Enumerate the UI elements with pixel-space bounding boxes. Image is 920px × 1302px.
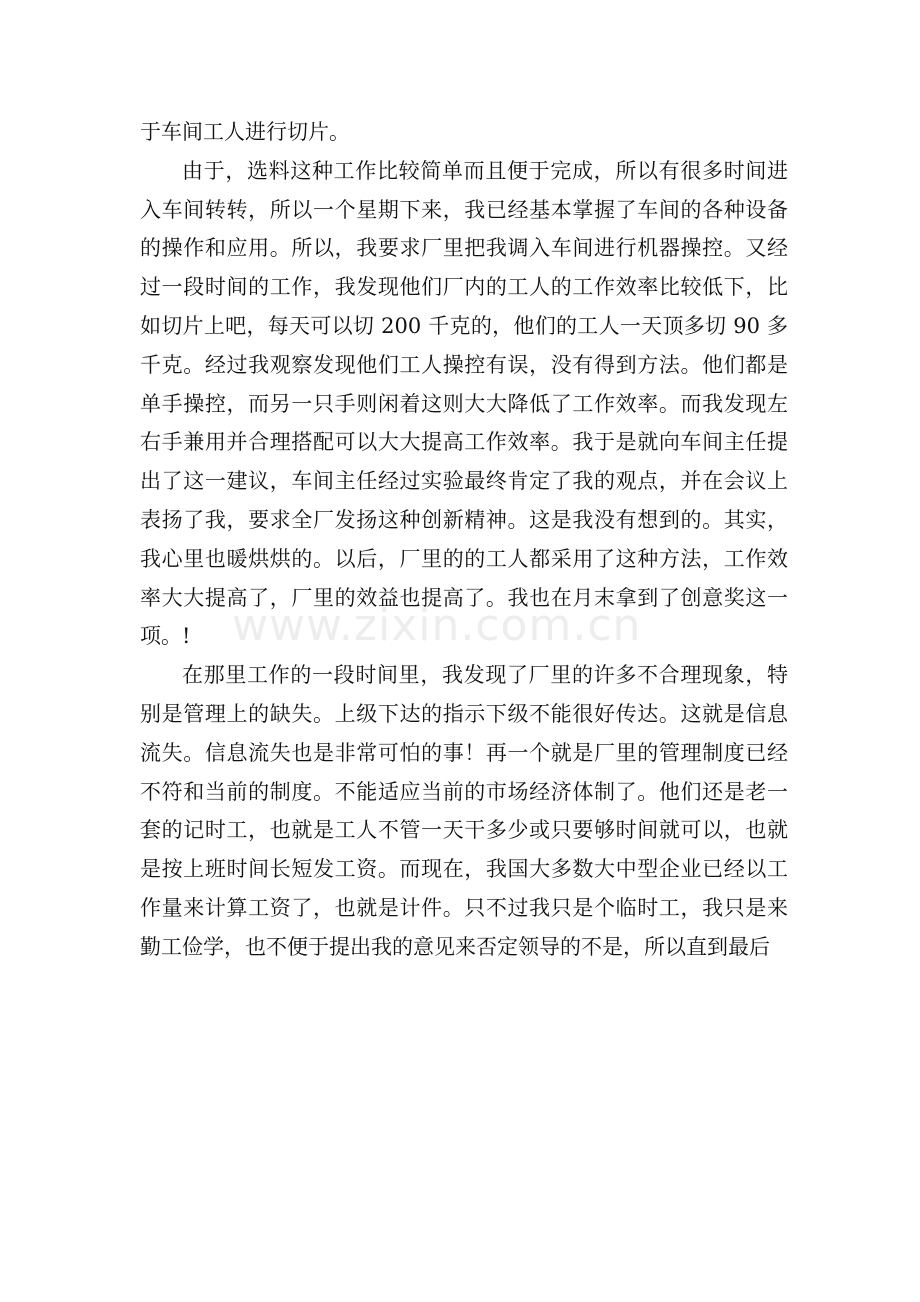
- watermark: www.zixin.com.cn: [232, 600, 642, 651]
- text-line: 右手兼用并合理搭配可以大大提高工作效率。我于是就向车间主任提: [140, 430, 788, 455]
- paragraph: [140, 656, 788, 966]
- text-line: 单手操控，而另一只手则闲着这则大大降低了工作效率。而我发现左: [140, 391, 788, 416]
- text-line: 过一段时间的工作，我发现他们厂内的工人的工作效率比较低下，比: [140, 275, 788, 300]
- text-line: 出了这一建议，车间主任经过实验最终肯定了我的观点，并在会议上: [140, 469, 788, 494]
- text-line: 不符和当前的制度。不能适应当前的市场经济体制了。他们还是老一: [140, 779, 788, 804]
- text-line: 流失。信息流失也是非常可怕的事！再一个就是厂里的管理制度已经: [140, 740, 788, 765]
- paragraph: [140, 152, 788, 656]
- text-line: 在那里工作的一段时间里，我发现了厂里的许多不合理现象，特: [182, 663, 788, 688]
- text-line: 是按上班时间长短发工资。而现在，我国大多数大中型企业已经以工: [140, 857, 788, 882]
- text-line: 套的记时工，也就是工人不管一天干多少或只要够时间就可以，也就: [140, 818, 788, 843]
- text-line: 于车间工人进行切片。: [140, 120, 350, 144]
- paragraph: [140, 113, 788, 152]
- text-line: 我心里也暖烘烘的。以后，厂里的的工人都采用了这种方法，工作效: [140, 546, 788, 571]
- document-body: [140, 113, 788, 967]
- text-line: 表扬了我，要求全厂发扬这种创新精神。这是我没有想到的。其实，: [140, 507, 788, 532]
- text-line: 项。!: [140, 624, 191, 649]
- text-line: 别是管理上的缺失。上级下达的指示下级不能很好传达。这就是信息: [140, 701, 788, 726]
- text-line: 入车间转转，所以一个星期下来，我已经基本掌握了车间的各种设备: [140, 197, 788, 222]
- text-line: 由于，选料这种工作比较简单而且便于完成，所以有很多时间进: [182, 158, 788, 183]
- text-line: 作量来计算工资了，也就是计件。只不过我只是个临时工，我只是来: [140, 895, 788, 920]
- text-line: 率大大提高了，厂里的效益也提高了。我也在月末拿到了创意奖这一: [140, 585, 788, 610]
- text-line: 勤工俭学，也不便于提出我的意见来否定领导的不是，所以直到最后: [140, 934, 770, 959]
- text-line: 千克。经过我观察发现他们工人操控有误，没有得到方法。他们都是: [140, 352, 788, 377]
- text-line: 如切片上吧，每天可以切 200 千克的，他们的工人一天顶多切 90 多: [140, 313, 788, 338]
- text-line: 的操作和应用。所以，我要求厂里把我调入车间进行机器操控。又经: [140, 236, 788, 261]
